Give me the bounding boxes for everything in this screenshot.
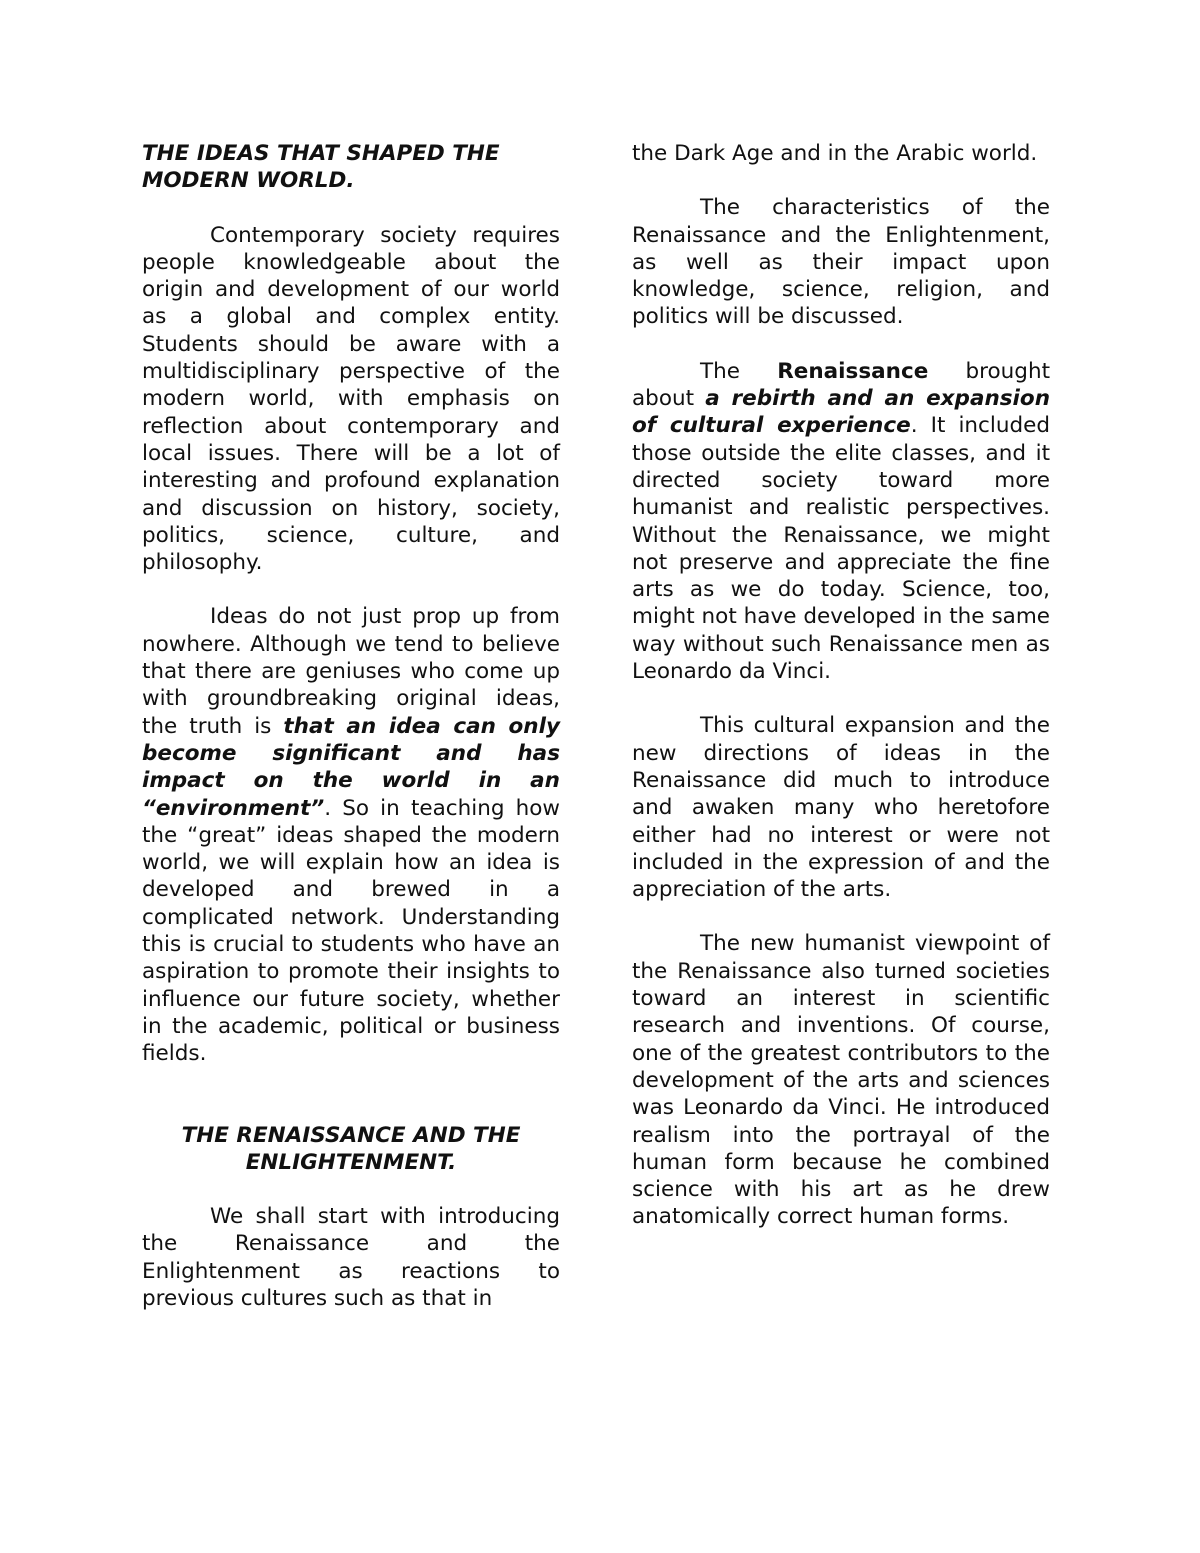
paragraph-renaissance-rebirth — [632, 358, 1050, 686]
paragraph-cultural-expansion: This cultural expansion and the new directions of ideas in the Renaissance did much to introduce and awaken many who heretofore either had no interest or were not included in the expression of and the appreciation of the arts. — [632, 713, 1050, 903]
emphasis-text: that an idea can only become significant and has impact on the world in an “environment” — [142, 713, 561, 821]
paragraph-text: The — [700, 358, 778, 384]
right-column — [632, 140, 1050, 1231]
bold-term: Renaissance — [777, 358, 929, 384]
paragraph-contemporary-society: Contemporary society requires people knowledgeable about the origin and development of our world as a global and complex entity. Students should be aware with a multidisciplinary perspective of the modern world, with emphasis on reflection about contemporary and local issues. There will be a lot of interesting and profound explanation and discussion on history, society, politics, science, culture, and philosophy. — [142, 222, 560, 576]
paragraph-text: brought about — [632, 358, 1050, 412]
paragraph-humanist-viewpoint: The new humanist viewpoint of the Renaissance also turned societies toward an interest in scientific research and inventions. Of course, one of the greatest contributors to the development of the arts and sciences was Leonardo da Vinci. He introduced realism into the portrayal of the human form because he combined science with his art as he drew anatomically correct human forms. — [632, 931, 1050, 1230]
section-heading-renaissance-enlightenment: THE RENAISSANCE AND THE ENLIGHTENMENT. — [181, 1122, 521, 1175]
section-heading-modern-world: THE IDEAS THAT SHAPED THE MODERN WORLD. — [142, 141, 500, 194]
left-column — [142, 140, 560, 1312]
paragraph-characteristics: The characteristics of the Renaissance and the Enlightenment, as well as their impact upon knowledge, science, religion, and politics will be discussed. — [632, 195, 1050, 330]
paragraph-start-introduction: We shall start with introducing the Renaissance and the Enlightenment as reactions to previous cultures such as that in — [142, 1204, 560, 1311]
paragraph-text: Ideas do not just prop up from nowhere. Although we tend to believe that there are geniuses who come up with groundbreaking original ideas, the truth is — [142, 604, 560, 739]
paragraph-text: . So in teaching how the “great” ideas shaped the modern world, we will explain how an idea is developed and brewed in a complicated network. Understanding this is crucial to students who have an aspiration to promote their insights to influence our future society, whether in the academic, political or business fields. — [142, 795, 560, 1067]
paragraph-text: . It included those outside the elite classes, and it directed society toward more humanist and realistic perspectives. Without the Renaissance, we might not preserve and appreciate the fine arts as we do today. Science, too, might not have developed in the same way without such Renaissance men as Leonardo da Vinci. — [632, 413, 1050, 685]
paragraph-continuation: the Dark Age and in the Arabic world. — [632, 141, 1038, 166]
paragraph-ideas-environment — [142, 603, 560, 1067]
emphasis-text: a rebirth and an expansion of cultural experience — [632, 386, 1051, 439]
